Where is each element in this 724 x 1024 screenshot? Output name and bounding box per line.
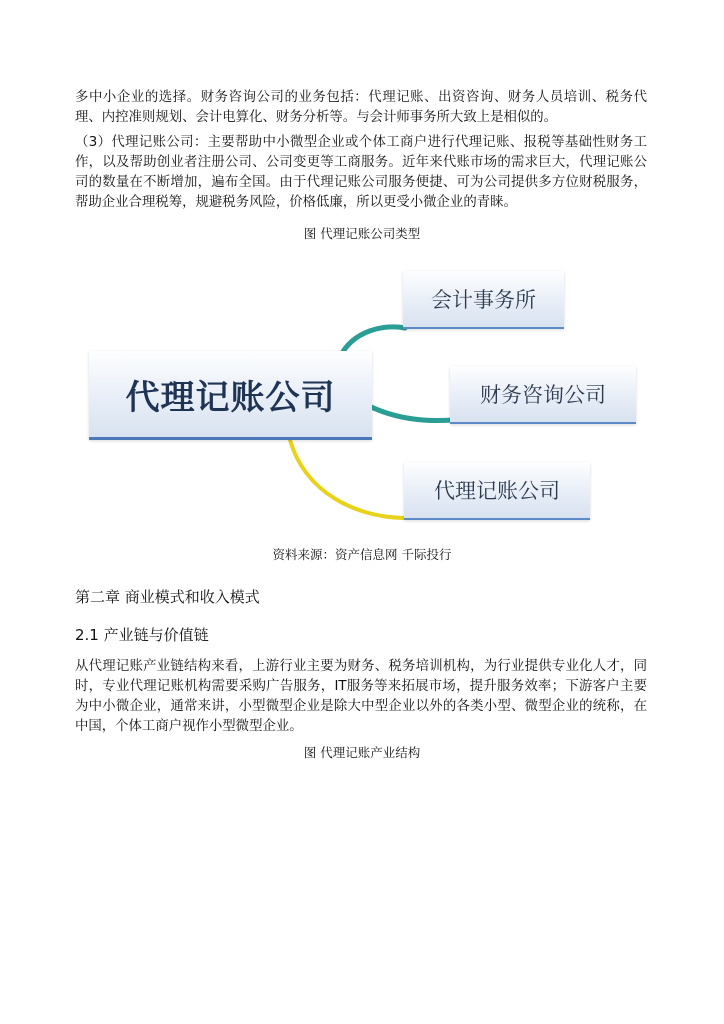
paragraph-intro: 多中小企业的选择。财务咨询公司的业务包括：代理记账、出资咨询、财务人员培训、税务代理、内控准则规划、会计电算化、财务分析等。与会计师事务所大致上是相似的。 [75,90,647,125]
mind-map-node-bookkeeping-company: 代理记账公司 [404,462,590,520]
chapter-heading: 第二章 商业模式和收入模式 [75,588,260,606]
mind-map-node-accounting-firm: 会计事务所 [403,271,564,329]
link-to-finance-consulting [367,405,453,421]
mind-map-diagram [85,262,645,530]
mind-map-node-finance-consulting: 财务咨询公司 [450,366,636,424]
figure-caption-industry-structure: 图 代理记账产业结构 [303,745,421,760]
paragraph-bookkeeping-company: （3）代理记账公司：主要帮助中小微型企业或个体工商户进行代理记账、报税等基础性财务工作，以及帮助创业者注册公司、公司变更等工商服务。近年来代账市场的需求巨大，代理记账公司的数量在不断增加，遍布全国。由于代理记账公司服务便捷、可为公司提供多方位财税服务，帮助企业合理税筹，规避税务风险，价格低廉，所以更受小微企业的青睐。 [75,135,647,210]
paragraph-industry-chain: 从代理记账产业链结构来看，上游行业主要为财务、税务培训机构，为行业提供专业化人才，同时，专业代理记账机构需要采购广告服务，IT服务等来拓展市场，提升服务效率；下游客户主要为中小微企业，通常来讲，小型微型企业是除大中型企业以外的各类小型、微型企业的统称，在中国，个体工商户视作小型微型企业。 [75,659,647,734]
mind-map-root-node: 代理记账公司 [89,351,372,440]
section-heading: 2.1 产业链与价值链 [75,626,209,644]
figure-source-note: 资料来源：资产信息网 千际投行 [272,547,452,562]
link-to-bookkeeping-company [290,440,407,518]
figure-caption-company-types: 图 代理记账公司类型 [303,226,421,241]
